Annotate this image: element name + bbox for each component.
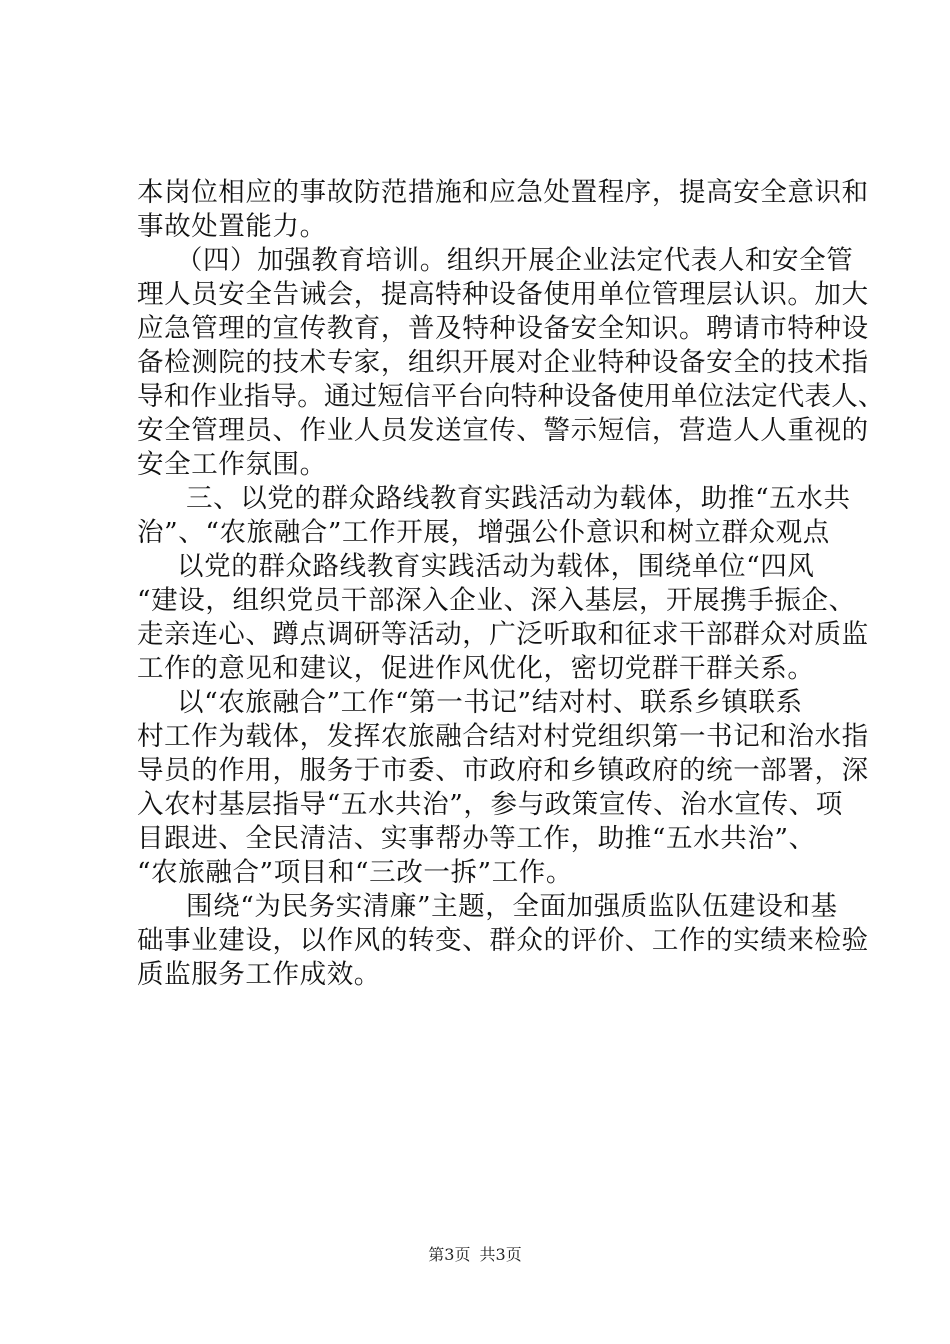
text-line: 安全工作氛围。 <box>137 449 327 480</box>
text-line: 围绕“为民务实清廉”主题，全面加强质监队伍建设和基 <box>186 891 838 922</box>
text-line: 村工作为载体，发挥农旅融合结对村党组织第一书记和治水指 <box>137 721 869 752</box>
section-heading-line: 治”、“农旅融合”工作开展，增强公仆意识和树立群众观点 <box>137 517 830 548</box>
text-line: “农旅融合”项目和“三改一拆”工作。 <box>137 857 573 888</box>
page-footer <box>0 1244 950 1266</box>
text-line: 工作的意见和建议，促进作风优化，密切党群干群关系。 <box>137 653 815 684</box>
text-line: 应急管理的宣传教育，普及特种设备安全知识。聘请市特种设 <box>137 313 869 344</box>
page-total: 共3页 <box>479 1245 522 1264</box>
text-line: 以党的群众路线教育实践活动为载体，围绕单位“四风 <box>177 551 815 582</box>
text-line: 安全管理员、作业人员发送宣传、警示短信，营造人人重视的 <box>137 415 869 446</box>
text-line: 质监服务工作成效。 <box>137 959 381 990</box>
text-line: 事故处置能力。 <box>137 211 327 242</box>
text-line: 础事业建设，以作风的转变、群众的评价、工作的实绩来检验 <box>137 925 869 956</box>
text-line: “建设，组织党员干部深入企业、深入基层，开展携手振企、 <box>137 585 856 616</box>
text-line: 导员的作用，服务于市委、市政府和乡镇政府的统一部署，深 <box>137 755 869 786</box>
text-line: （四）加强教育培训。组织开展企业法定代表人和安全管 <box>162 245 854 276</box>
text-line: 入农村基层指导“五水共治”，参与政策宣传、治水宣传、项 <box>137 789 843 820</box>
text-line: 导和作业指导。通过短信平台向特种设备使用单位法定代表人、 <box>137 381 885 412</box>
text-line: 本岗位相应的事故防范措施和应急处置程序，提高安全意识和 <box>137 177 869 208</box>
text-line: 理人员安全告诫会，提高特种设备使用单位管理层认识。加大 <box>137 279 869 310</box>
text-line: 以“农旅融合”工作“第一书记”结对村、联系乡镇联系 <box>177 687 803 718</box>
text-line: 目跟进、全民清洁、实事帮办等工作，助推“五水共治”、 <box>137 823 816 854</box>
text-line: 走亲连心、蹲点调研等活动，广泛听取和征求干部群众对质监 <box>137 619 869 650</box>
section-heading-line: 三、以党的群众路线教育实践活动为载体，助推“五水共 <box>186 483 851 514</box>
text-line: 备检测院的技术专家，组织开展对企业特种设备安全的技术指 <box>137 347 869 378</box>
page-number: 第3页 <box>428 1245 471 1264</box>
